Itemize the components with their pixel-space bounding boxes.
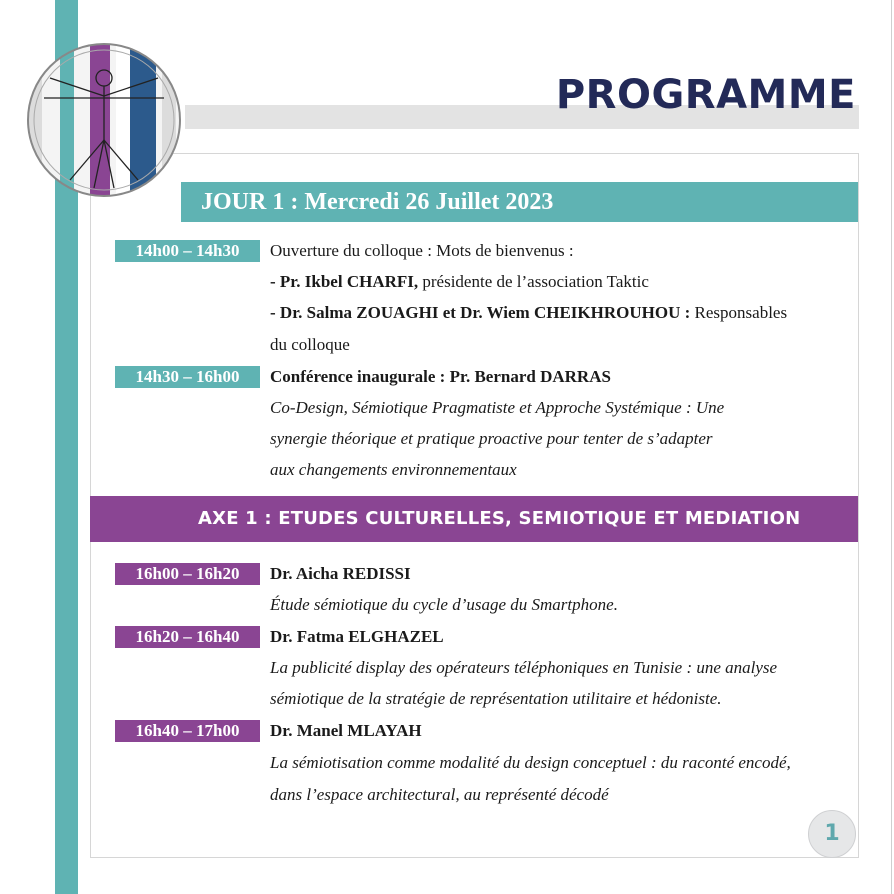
time-badge: 16h00 – 16h20 bbox=[115, 563, 260, 585]
talk-speaker: Dr. Manel MLAYAH bbox=[270, 721, 422, 740]
time-badge: 14h00 – 14h30 bbox=[115, 240, 260, 262]
page-title: PROGRAMME bbox=[555, 72, 856, 118]
abstract-line: aux changements environnementaux bbox=[270, 460, 517, 479]
talk-title: La sémiotisation comme modalité du design conceptuel : du raconté encodé, bbox=[270, 753, 791, 772]
speaker-names: - Dr. Salma ZOUAGHI et Dr. Wiem CHEIKHROUHOU : bbox=[270, 303, 691, 322]
speaker-role: Responsables bbox=[690, 303, 788, 322]
speaker-role-continued: du colloque bbox=[270, 335, 350, 354]
day-header: JOUR 1 : Mercredi 26 Juillet 2023 bbox=[181, 182, 858, 222]
axe-header: AXE 1 : ETUDES CULTURELLES, SEMIOTIQUE ET MEDIATION bbox=[90, 496, 858, 542]
speaker-line bbox=[270, 302, 787, 324]
talk-title: La publicité display des opérateurs téléphoniques en Tunisie : une analyse bbox=[270, 658, 778, 677]
session-heading: Conférence inaugurale : Pr. Bernard DARRAS bbox=[270, 367, 611, 386]
session-opening: Ouverture du colloque : Mots de bienvenus : bbox=[270, 241, 574, 260]
talk-title: sémiotique de la stratégie de représentation utilitaire et hédoniste. bbox=[270, 689, 722, 708]
vitruvian-logo bbox=[24, 40, 184, 200]
time-badge: 16h40 – 17h00 bbox=[115, 720, 260, 742]
speaker-name: - Pr. Ikbel CHARFI, bbox=[270, 272, 419, 291]
talk-title: dans l’espace architectural, au représenté décodé bbox=[270, 785, 609, 804]
time-badge: 16h20 – 16h40 bbox=[115, 626, 260, 648]
talk-speaker: Dr. Fatma ELGHAZEL bbox=[270, 627, 444, 646]
page-edge bbox=[891, 0, 892, 894]
speaker-role: présidente de l’association Taktic bbox=[418, 272, 649, 291]
abstract-line: synergie théorique et pratique proactive pour tenter de s’adapter bbox=[270, 429, 713, 448]
page-number: 1 bbox=[808, 810, 856, 858]
talk-title: Étude sémiotique du cycle d’usage du Smartphone. bbox=[270, 595, 618, 614]
speaker-line bbox=[270, 271, 649, 293]
time-badge: 14h30 – 16h00 bbox=[115, 366, 260, 388]
abstract-line: Co-Design, Sémiotique Pragmatiste et Approche Systémique : Une bbox=[270, 398, 725, 417]
talk-speaker: Dr. Aicha REDISSI bbox=[270, 564, 411, 583]
